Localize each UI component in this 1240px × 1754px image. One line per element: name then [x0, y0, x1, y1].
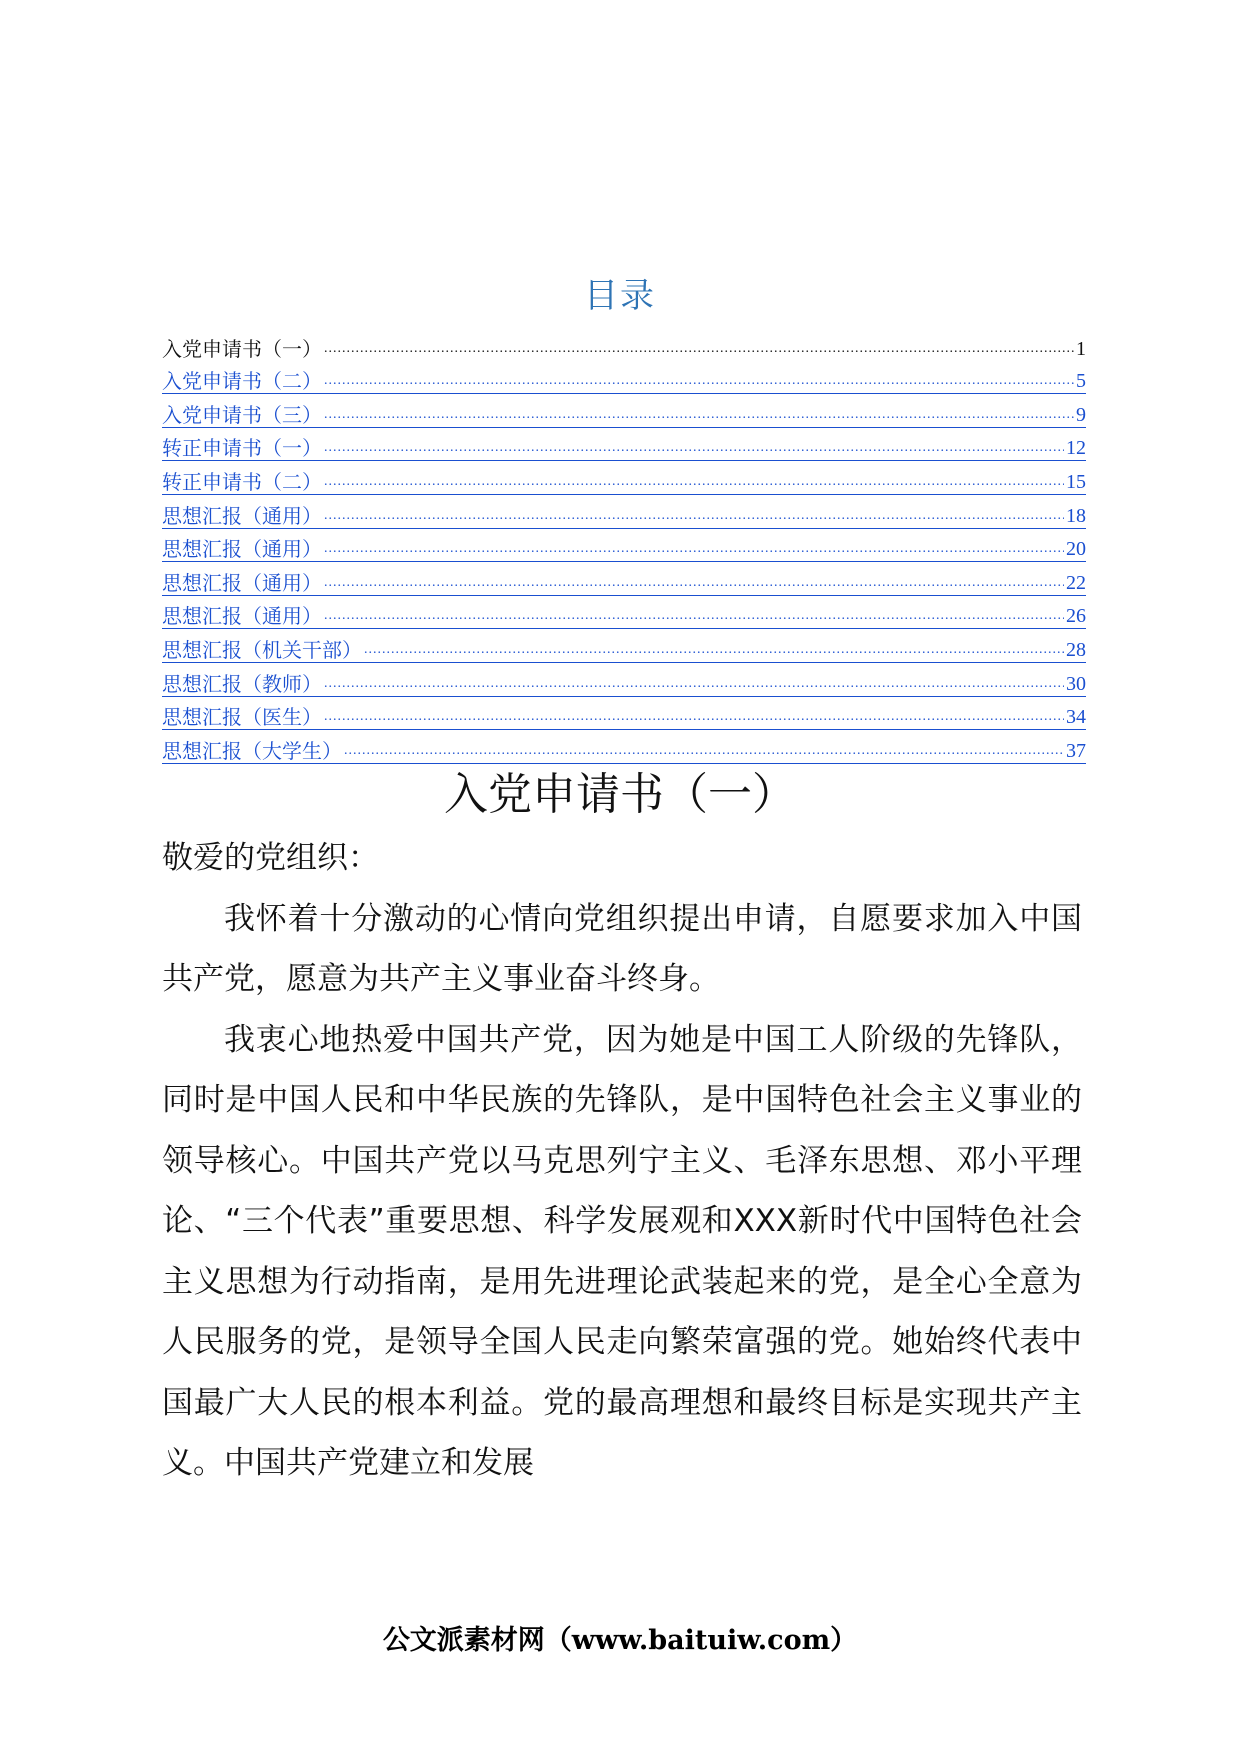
toc-entry-link[interactable]: [162, 529, 1086, 563]
toc-entry-title: 入党申请书（三）: [162, 402, 322, 427]
toc-entry-page: 20: [1066, 538, 1086, 561]
toc-leader-dots: [324, 470, 1064, 494]
toc-entry-title: 思想汇报（通用）: [162, 604, 322, 629]
toc-leader-dots: [364, 638, 1064, 662]
toc-entry-title: 思想汇报（大学生）: [162, 738, 342, 763]
toc-entry-link[interactable]: [162, 495, 1086, 529]
body-paragraph: 我衷心地热爱中国共产党，因为她是中国工人阶级的先锋队，同时是中国人民和中华民族的先锋队，是中国特色社会主义事业的领导核心。中国共产党以马克思列宁主义、毛泽东思想、邓小平理论、“三个代表”重要思想、科学发展观和XXX新时代中国特色社会主义思想为行动指南，是用先进理论武装起来的党，是全心全意为人民服务的党，是领导全国人民走向繁荣富强的党。她始终代表中国最广大人民的根本利益。党的最高理想和最终目标是实现共产主义。中国共产党建立和发展: [162, 1021, 1082, 1481]
document-title: 入党申请书（一）: [444, 769, 796, 820]
toc-entry-page: 5: [1076, 370, 1086, 393]
toc-leader-dots: [324, 537, 1064, 561]
toc-entry-page: 12: [1066, 437, 1086, 460]
toc-entry-link[interactable]: [162, 663, 1086, 697]
toc-entry-page: 1: [1076, 337, 1086, 360]
toc-entry-page: 22: [1066, 571, 1086, 594]
toc-entry-title: 思想汇报（机关干部）: [162, 637, 362, 662]
toc-entry-link[interactable]: [162, 428, 1086, 462]
toc-entry-page: 37: [1066, 739, 1086, 762]
toc-entry-page: 34: [1066, 706, 1086, 729]
document-body: [162, 828, 1082, 1494]
toc-entry-link[interactable]: [162, 697, 1086, 731]
toc-entry-title: 转正申请书（一）: [162, 436, 322, 461]
toc-entry-title: 思想汇报（通用）: [162, 570, 322, 595]
toc-leader-dots: [324, 369, 1074, 393]
footer-watermark: 公文派素材网（www.baituiw.com）: [382, 1625, 858, 1656]
toc-entry-page: 9: [1076, 403, 1086, 426]
salutation: 敬爱的党组织：: [162, 840, 379, 876]
toc-entry-page: 28: [1066, 638, 1086, 661]
toc-entry-link[interactable]: [162, 596, 1086, 630]
toc-entry-title: 入党申请书（一）: [162, 336, 322, 361]
toc-entry-link[interactable]: [162, 562, 1086, 596]
toc-title: 目录: [584, 276, 656, 316]
toc-leader-dots: [324, 504, 1064, 528]
toc-leader-dots: [324, 436, 1064, 460]
body-paragraph: 我怀着十分激动的心情向党组织提出申请，自愿要求加入中国共产党，愿意为共产主义事业奋斗终身。: [162, 900, 1082, 997]
toc-leader-dots: [324, 403, 1074, 427]
toc-entry-link[interactable]: [162, 461, 1086, 495]
toc-entry-title: 入党申请书（二）: [162, 369, 322, 394]
toc-entry-title: 思想汇报（通用）: [162, 537, 322, 562]
toc-leader-dots: [324, 604, 1064, 628]
toc-leader-dots: [324, 705, 1064, 729]
toc-entry-title: 转正申请书（二）: [162, 469, 322, 494]
toc-entry-page: 18: [1066, 504, 1086, 527]
toc-leader-dots: [324, 672, 1064, 696]
toc-entry-link[interactable]: [162, 629, 1086, 663]
toc-entry-page: 26: [1066, 605, 1086, 628]
toc-entry[interactable]: [162, 328, 1086, 361]
toc-entry-title: 思想汇报（通用）: [162, 503, 322, 528]
toc-entry-title: 思想汇报（教师）: [162, 671, 322, 696]
toc-entry-link[interactable]: [162, 394, 1086, 428]
toc-entry-page: 15: [1066, 470, 1086, 493]
table-of-contents: [162, 328, 1086, 764]
toc-entry-page: 30: [1066, 672, 1086, 695]
toc-leader-dots: [324, 571, 1064, 595]
toc-entry-title: 思想汇报（医生）: [162, 705, 322, 730]
toc-entry-link[interactable]: [162, 361, 1086, 395]
toc-leader-dots: [324, 337, 1074, 361]
